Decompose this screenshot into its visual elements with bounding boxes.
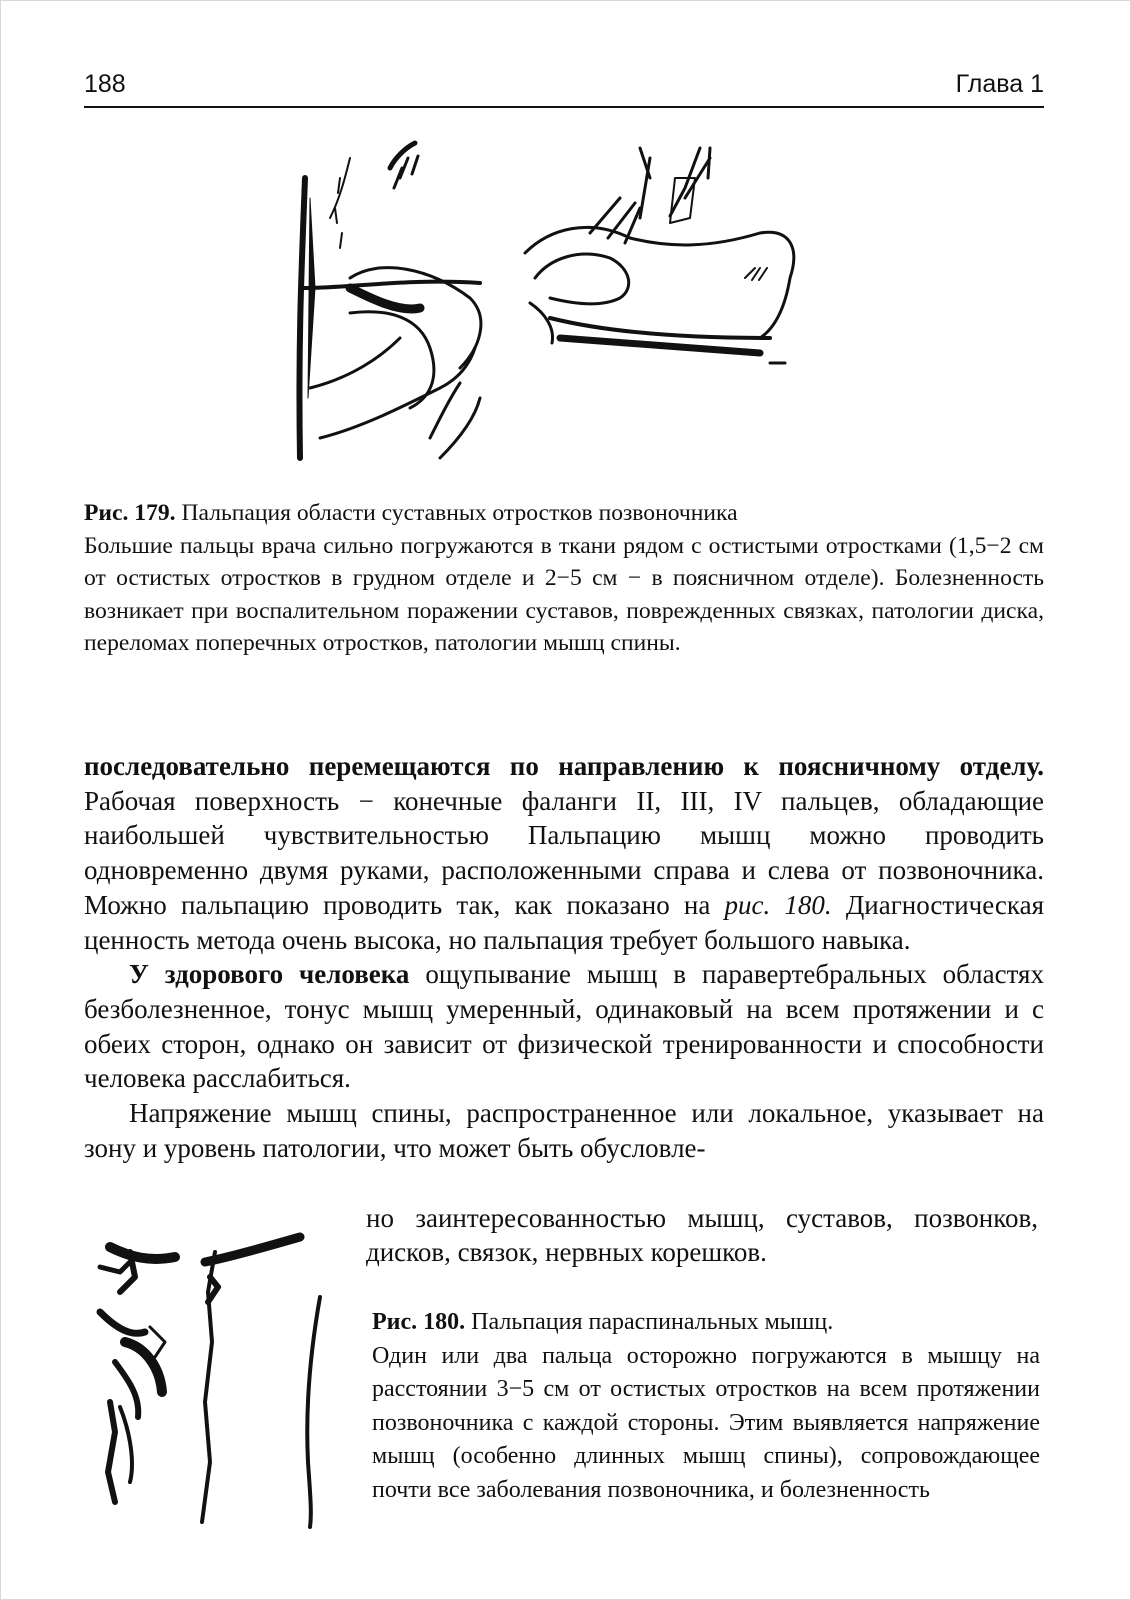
figure-180-label: Рис. 180. <box>372 1309 466 1335</box>
chapter-label: Глава 1 <box>955 70 1044 98</box>
body-text <box>84 749 1044 1165</box>
figure-179-label: Рис. 179. <box>84 500 176 526</box>
paragraph-1-text-b: Диагностическая ценность метода очень высока, но пальпация требует большого навыка. <box>84 889 1044 955</box>
paragraph-3: Напряжение мышц спины, распространенное или локальное, указывает на зону и уровень патологии, что может быть обусловле- <box>84 1098 1044 1163</box>
figure-reference: рис. 180. <box>724 889 832 920</box>
figure-179-title: Пальпация области суставных отростков позвоночника <box>181 500 738 526</box>
figure-179-illustration <box>290 138 840 478</box>
figure-179-caption-title <box>84 497 1044 530</box>
running-head <box>84 66 1044 108</box>
figure-180-description: Один или два пальца осторожно погружаются в мышцу на расстоянии 3−5 см от остистых отростков на всем протяжении позвоночника с каждой стороны. Этим выявляется напряжение мышц (особенно длинных мышц спины), сопровождающее почти все заболевания позвоночника, и болезненность <box>372 1342 1040 1503</box>
figure-180-caption <box>372 1306 1040 1507</box>
figure-180-illustration <box>90 1232 335 1532</box>
paragraph-2-bold: У здорового человека <box>129 959 410 990</box>
figure-180-title: Пальпация параспинальных мышц. <box>471 1309 834 1335</box>
figure-180-caption-title <box>372 1306 1040 1340</box>
paragraph-1 <box>84 749 1044 957</box>
paragraph-1-bold: последовательно перемещаются по направлению к поясничному отделу. <box>84 751 1044 781</box>
paragraph-2 <box>84 957 1044 1096</box>
paragraph-1-text-a: Рабочая поверхность − конечные фаланги II, III, IV пальцев, обладающие наибольшей чувствительностью Пальпацию мышц можно проводить одновременно двумя руками, расположенными справа и слева от позвоночника. Можно пальпацию проводить так, как показано на <box>84 785 1044 920</box>
figure-179-description: Большие пальцы врача сильно погружаются в ткани рядом с остистыми отростками (1,5−2 см от остистых отростков в грудном отделе и 2−5 см − в поясничном отделе). Болезненность возникает при воспалительном поражении суставов, поврежденных связках, патологии диска, переломах поперечных отростков, патологии мышц спины. <box>84 532 1044 656</box>
figure-179-caption <box>84 497 1044 660</box>
page-number: 188 <box>84 70 126 98</box>
paragraph-2-text: ощупывание мышц в паравертебральных областях безболезненное, тонус мышц умеренный, одинаковый на всем протяжении и с обеих сторон, однако он зависит от физической тренированности и способности человека расслабиться. <box>84 959 1044 1094</box>
paragraph-3-continuation: но заинтересованностью мышц, суставов, позвонков, дисков, связок, нервных корешков. <box>366 1203 1038 1267</box>
